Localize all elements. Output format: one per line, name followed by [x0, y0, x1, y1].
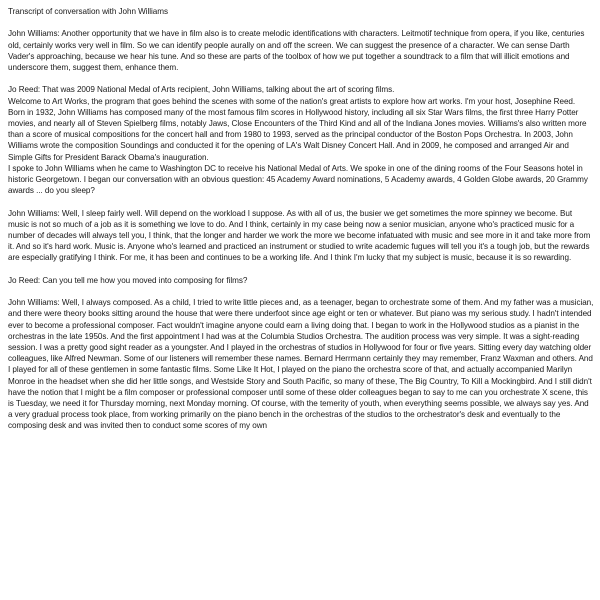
paragraph-williams-leitmotif: John Williams: Another opportunity that we have in film also is to create melodic identifications with characters. Leitmotif technique from opera, if you like, centuries old, certainly works very well in film. So we can identify people aurally on and off the screen. We can suggest the presence of a character. We can sense Darth Vader's approaching, because we hear his tune. And so these are parts of the toolbox of how we put together a soundtrack to a film that will illicit emotions and underscore them, suggest them, enhance them. [8, 29, 585, 72]
paragraph-question-films: Jo Reed: Can you tell me how you moved into composing for films? [8, 275, 248, 285]
document-title: Transcript of conversation with John Williams [8, 7, 169, 16]
paragraph-williams-sleep: John Williams: Well, I sleep fairly well. Will depend on the workload I suppose. As with all of us, the busier we get sometimes the more spinney we become. But music is not so much of a job as it is something we love to do. And I think, certainly in my case being now a senior musician, anyone who's practiced music for a number of decades will always tell you, I think, that the longer and harder we work the more we become infatuated with music and see more in it and take more from it. And so it's hard work. Music is. Anyone who's learned and practiced an instrument or studied to write academic fugues will tell you it's a tough job, but the rewards are especially gratifying I think. For me, it has been and continues to be a working life. And I think I'm lucky that my subject is music, because it is so rewarding. [8, 208, 591, 263]
paragraph-welcome: Welcome to Art Works, the program that goes behind the scenes with some of the nation's great artists to explore how art works. I'm your host, Josephine Reed. Born in 1932, John Williams has composed many of the most famous film scores in Hollywood history, including all six Star Wars films, the first three Harry Potter movies, and nearly all of Steven Spielberg films, notably Jaws, Close Encounters of the Third Kind and all of the Indiana Jones movies. Williams's also written more than a score of musical compositions for the concert hall and from 1980 to 1993, served as the principal conductor of the Boston Pops Orchestra. In 2003, John Williams wrote the composition Soundings and conducted it for the opening of LA's Walt Disney Concert Hall. And in 2009, he composed and arranged Air and Simple Gifts for President Barack Obama's inauguration. [8, 96, 587, 162]
paragraph-reed-intro: Jo Reed: That was 2009 National Medal of Arts recipient, John Williams, talking about the art of scoring films. [8, 85, 395, 95]
paragraph-question-sleep: I spoke to John Williams when he came to Washington DC to receive his National Medal of Arts. We spoke in one of the dining rooms of the Four Seasons hotel in historic Georgetown. I began our conversation with an obvious question: 45 Academy Award nominations, 5 Academy awards, 4 Golden Globe awards, 20 Grammy awards ... do you sleep? [8, 163, 588, 196]
paragraph-williams-composing: John Williams: Well, I always composed. As a child, I tried to write little pieces and, as a teenager, began to orchestrate some of them. And my father was a musician, and there were theory books sitting around the house that were there underfoot since age eight or ten or whatever. But piano was my serious study. I hadn't intended ever to become a professional composer. Fact wouldn't imagine anyone could earn a living doing that. I began to work in the Hollywood studios as a pianist in the orchestras in the late 1950s. And the first appointment I had was at the Columbia Studios Orchestra. The audition process was very simple. It was a sight-reading session. I was a pretty good sight reader as a youngster. And I played in the orchestras of studios in Hollywood for four or five years. Sitting every day watching older colleagues, like Alfred Newman. Some of our listeners will remember these names. Bernard Herrmann certainly they may remember, Franz Waxman and others. And I played for all of these gentlemen in some fantastic films. Some Like It Hot, I played on the piano the orchestra score of that, and actually accompanied Marilyn Monroe in the headset when she did her little songs, and Westside Story and South Pacific, so many of these, The Big Country, To Kill a Mockingbird. And I still didn't have the notion that I might be a film composer or professional composer until some of these older colleagues began to say to me can you orchestrate X scene, this is Tuesday, we need it for Thursday morning, next Monday morning. Of course, with the temerity of youth, when everything seems possible, we always say yes. And a very gradual process took place, from working primarily on the piano bench in the orchestras of the studios to the orchestrator's desk and eventually to the composing desk and was invited then to conduct some scores of my own [8, 298, 594, 431]
